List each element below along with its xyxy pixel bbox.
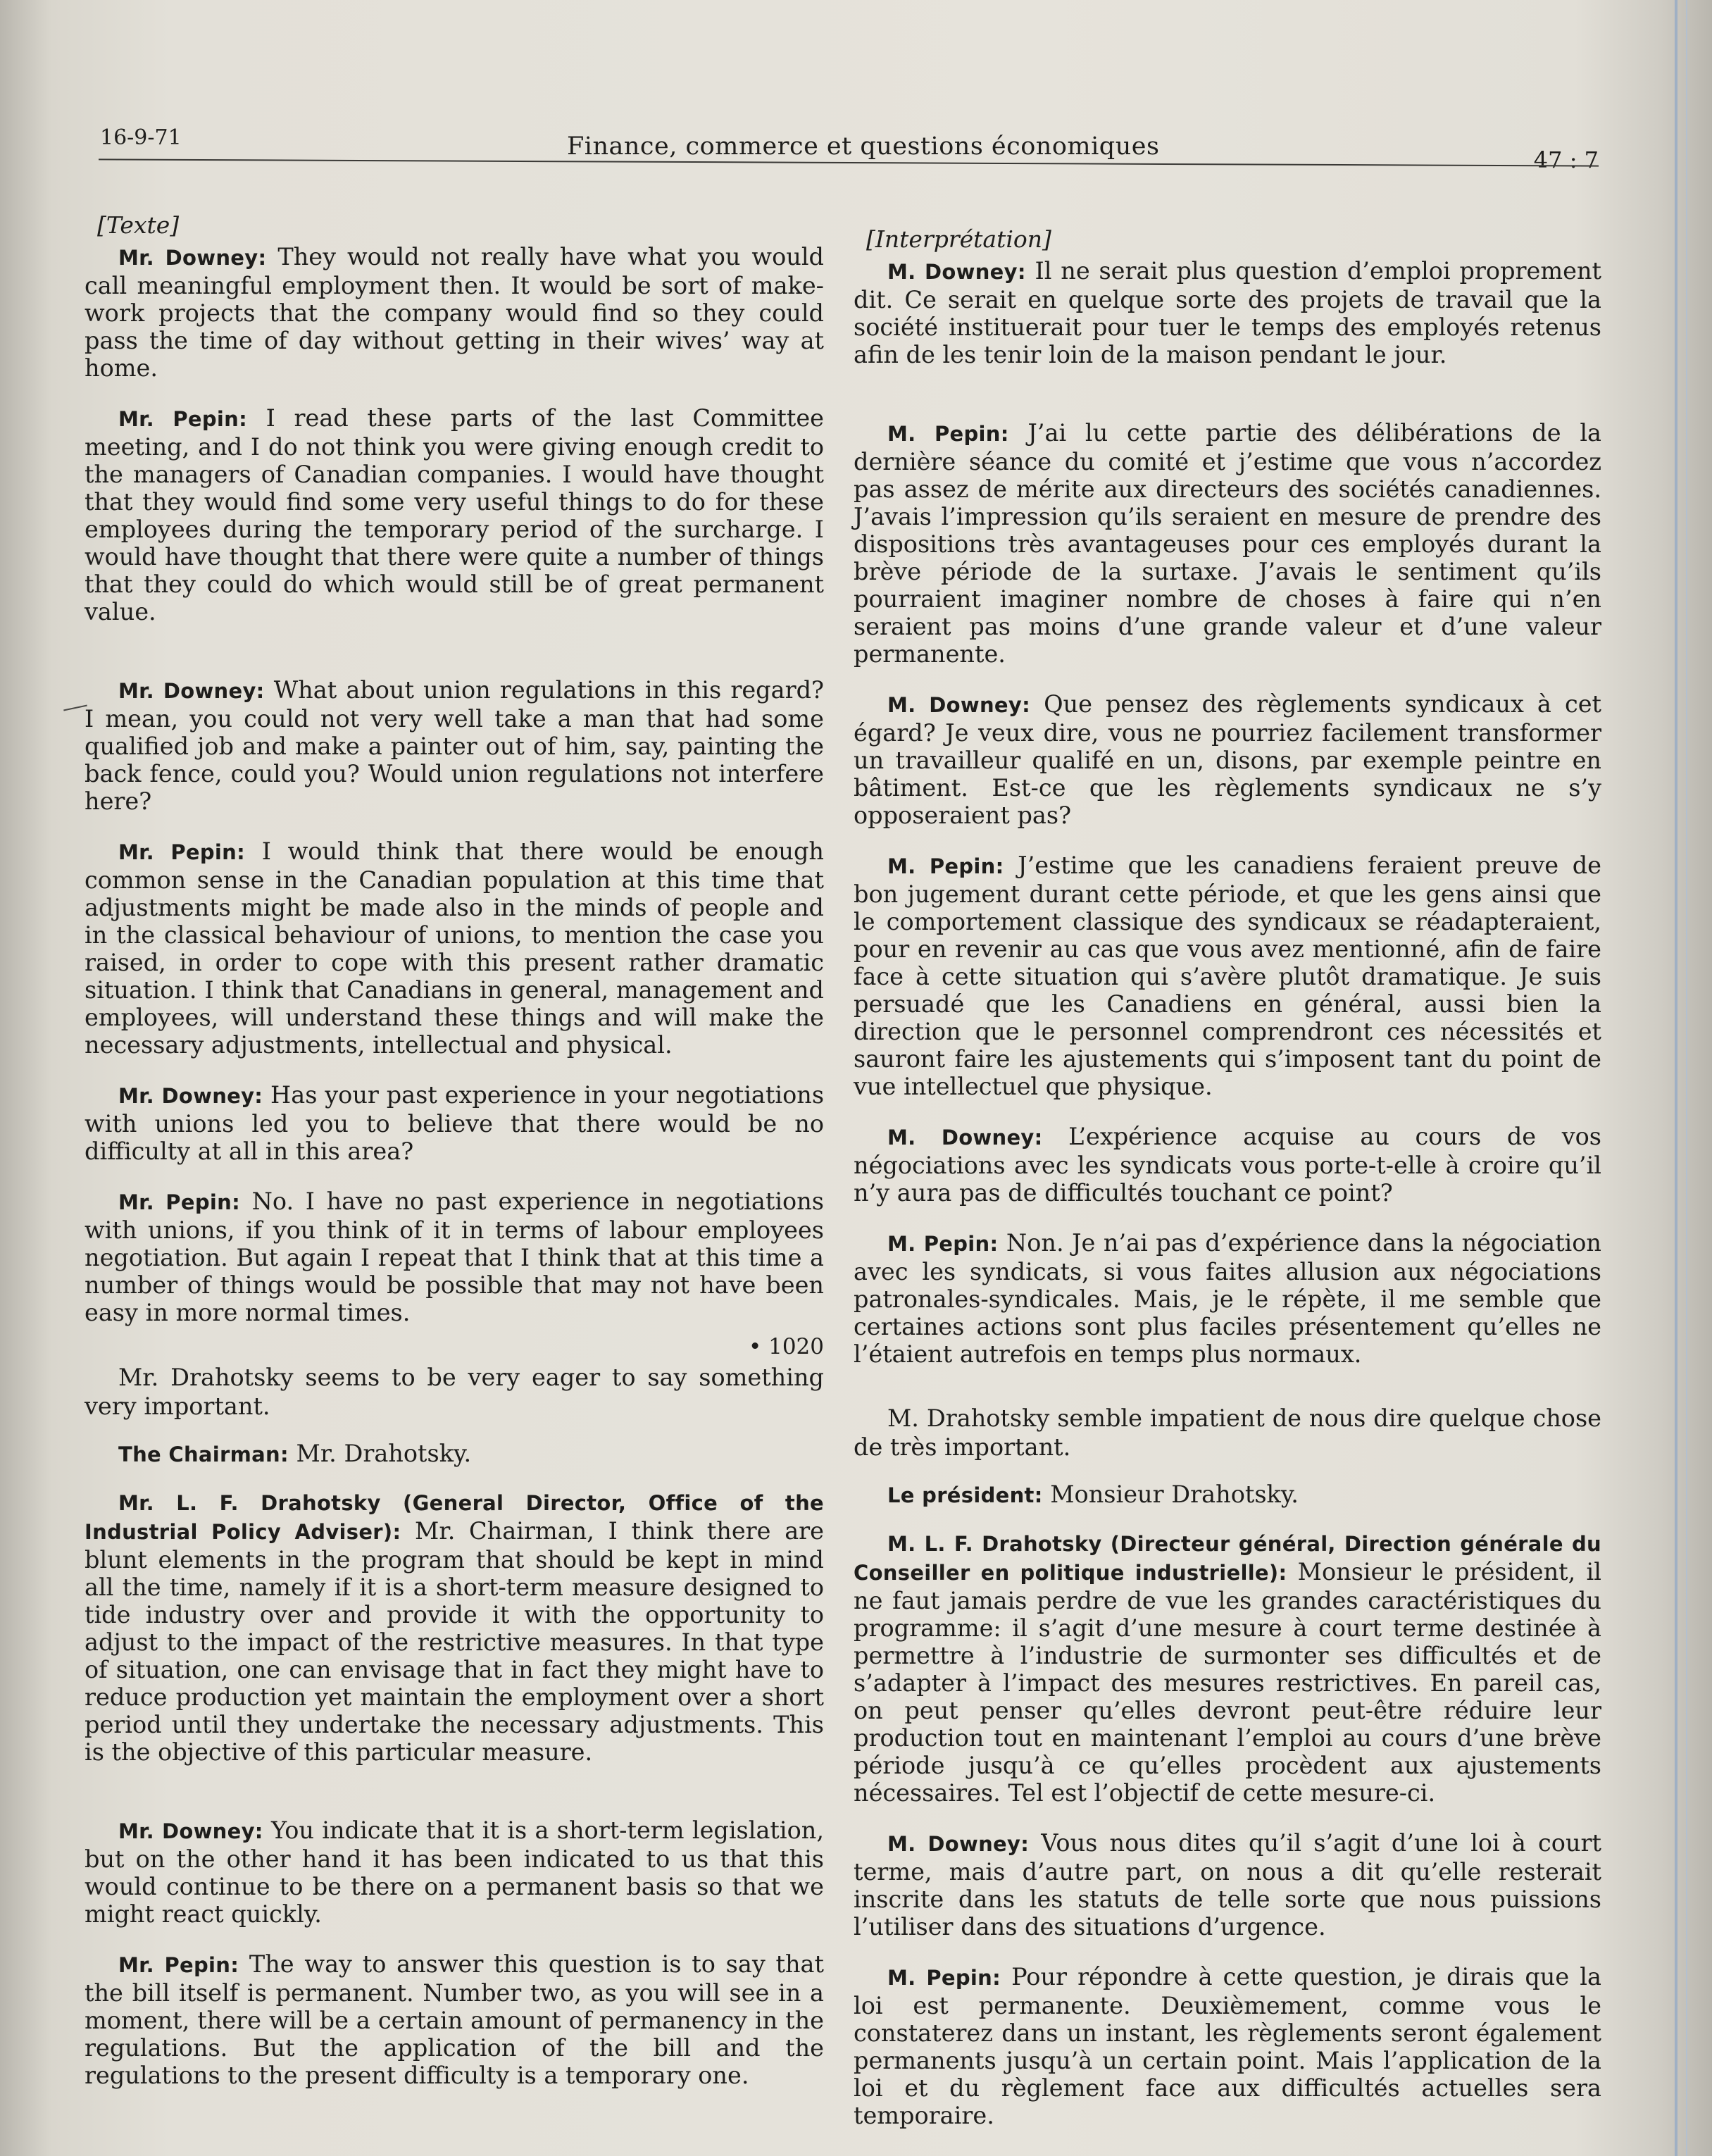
binding-edge-inner [1686, 0, 1687, 2156]
speech-text: Que pensez des règlements syndicaux à cet égard? Je veux dire, vous ne pourriez facilement transformer un travailleur qualifé en un, disons, par exemple peintre en bâtiment. Est-ce que les règlements syndicaux ne s’y opposeraient pas? [854, 690, 1601, 829]
page-number: 47 : 7 [1533, 147, 1599, 173]
header-title: Finance, commerce et questions économiques [567, 132, 1160, 161]
speaker-name: Mr. Downey: [118, 246, 267, 270]
speech-text: Non. Je n’ai pas d’expérience dans la négociation avec les syndicats, si vous faites allusion aux négociations patronales-syndicales. Mais, je le répète, il me semble que certaines actions sont plus faciles présentement qu’elles ne l’étaient autrefois en temps plus normaux. [854, 1229, 1601, 1368]
time-marker: • 1020 [748, 1334, 824, 1359]
speaker-name: Mr. Pepin: [118, 407, 247, 431]
french-column [854, 225, 1601, 2129]
speaker-name: M. Downey: [887, 260, 1026, 284]
paragraph [85, 1081, 824, 1165]
speaker-name: Mr. Pepin: [118, 1190, 240, 1214]
speech-text: You indicate that it is a short-term legislation, but on the other hand it has been indicated to us that this would continue to be there on a permanent basis so that we might react quickly. [85, 1817, 825, 1928]
speaker-name: M. Pepin: [887, 1232, 999, 1256]
speech-text: I read these parts of the last Committee meeting, and I do not think you were giving enough credit to the managers of Canadian companies. I would have thought that they would find some very useful things to do for these employees during the temporary period of the surcharge. I would have thought that there were quite a number of things that they could do which would still be of great permanent value. [85, 404, 824, 625]
binding-edge [1675, 0, 1677, 2156]
speech-text: Mr. Drahotsky. [288, 1440, 472, 1467]
speaker-name: Le président: [887, 1483, 1043, 1507]
paragraph [854, 1481, 1601, 1509]
speaker-name: M. Pepin: [887, 854, 1004, 878]
paragraph [85, 1364, 824, 1420]
header-date: 16-9-71 [100, 125, 182, 150]
speech-text: Monsieur Drahotsky. [1042, 1481, 1299, 1508]
speaker-name: Mr. Downey: [118, 1819, 263, 1843]
english-column [85, 211, 824, 2089]
speech-text: Vous nous dites qu’il s’agit d’une loi à court terme, mais d’autre part, on nous a dit qu’elle resterait inscrite dans les statuts de telle sorte que nous puissions l’utiliser dans des situations d’urgence. [854, 1829, 1601, 1940]
paragraph [854, 852, 1601, 1100]
paragraph [854, 1404, 1601, 1461]
page-header [99, 118, 1599, 173]
paragraph [854, 419, 1601, 668]
speech-text: No. I have no past experience in negotiations with unions, if you think of it in terms of labour employees negotiation. But again I repeat that I think that at this time a number of things would be possible that may not have been easy in more normal times. [85, 1188, 824, 1326]
speaker-name: Mr. Pepin: [118, 1953, 239, 1977]
speech-text: They would not really have what you would call meaningful employment then. It would be sort of make-work projects that the company would find so they could pass the time of day without getting in their wives’ way at home. [85, 243, 824, 382]
speaker-name: M. Pepin: [887, 422, 1009, 446]
speaker-name: M. Downey: [887, 1126, 1043, 1149]
speech-text: What about union regulations in this regard? I mean, you could not very well take a man that had some qualified job and make a painter out of him, say, painting the back fence, could you? Would union regulations not interfere here? [85, 676, 824, 815]
speech-text: J’estime que les canadiens feraient preuve de bon jugement durant cette période, et que les gens ainsi que le comportement classique des syndicaux se réadapteraient, pour en revenir au cas que vous avez mentionné, afin de faire face à cette situation qui s’avère plutôt dramatique. Je suis persuadé que les Canadiens en général, aussi bien la direction que le personnel comprendront ces nécessités et sauront faire les ajustements qui s’imposent tant du point de vue intellectuel que physique. [854, 852, 1601, 1100]
paragraph [85, 1188, 824, 1326]
paragraph [85, 1950, 824, 2089]
speech-text: The way to answer this question is to say that the bill itself is permanent. Number two, as you will see in a moment, there will be a certain amount of permanency in the regulations. But the application of the bill and the regulations to the present difficulty is a temporary one. [85, 1950, 824, 2089]
speaker-name: Mr. L. F. Drahotsky (General Director, Office of the Industrial Policy Adviser): [85, 1491, 824, 1544]
speaker-name: Mr. Downey: [118, 679, 265, 703]
paragraph [85, 404, 824, 625]
speaker-name: The Chairman: [118, 1442, 289, 1466]
paragraph [854, 690, 1601, 829]
paragraph [85, 1817, 824, 1928]
speech-text: Mr. Drahotsky seems to be very eager to say something very important. [85, 1364, 824, 1420]
speaker-name: M. Downey: [887, 693, 1030, 717]
paragraph [854, 1963, 1601, 2129]
paragraph [854, 1123, 1601, 1207]
paragraph [854, 257, 1601, 368]
speaker-name: Mr. Pepin: [118, 840, 246, 864]
speaker-name: M. Downey: [887, 1832, 1030, 1856]
paragraph [85, 1488, 824, 1766]
paragraph [85, 1440, 824, 1469]
speaker-name: M. Pepin: [887, 1966, 1001, 1990]
speech-text: Pour répondre à cette question, je dirais que la loi est permanente. Deuxièmement, comme vous le constaterez dans un instant, les règlements seront également permanents jusqu’à un certain point. Mais l’application de la loi et du règlement face aux difficultés actuelles sera temporaire. [854, 1963, 1601, 2129]
speech-text: Monsieur le président, il ne faut jamais perdre de vue les grandes caractéristiques du programme: il s’agit d’une mesure à court terme destinée à permettre à l’industrie de surmonter ses difficultés et de s’adapter à l’impact des mesures restrictives. En pareil cas, on peut penser qu’elles devront peut-être réduire leur production tout en maintenant l’emploi au cours d’une brève période jusqu’à ce qu’elles procèdent aux ajustements nécessaires. Tel est l’objectif de cette mesure-ci. [854, 1558, 1601, 1807]
paragraph [854, 1829, 1601, 1940]
speech-text: M. Drahotsky semble impatient de nous dire quelque chose de très important. [854, 1404, 1601, 1461]
column-label: [Interprétation] [866, 225, 1051, 253]
margin-pencil-mark [63, 704, 87, 711]
paragraph [85, 837, 824, 1059]
column-label: [Texte] [97, 211, 180, 239]
speech-text: J’ai lu cette partie des délibérations de la dernière séance du comité et j’estime que vous n’accordez pas assez de mérite aux directeurs des sociétés canadiennes. J’avais l’impression qu’ils seraient en mesure de prendre des dispositions très avantageuses pour ces employés durant la brève période de la surtaxe. J’avais le sentiment qu’ils pourraient imaginer nombre de choses à faire qui n’en seraient pas moins d’une grande valeur et d’une valeur permanente. [854, 419, 1602, 668]
paragraph [854, 1529, 1601, 1807]
paragraph [854, 1229, 1601, 1368]
speech-text: Il ne serait plus question d’emploi proprement dit. Ce serait en quelque sorte des projets de travail que la société instituerait pour tuer le temps des employés retenus afin de les tenir loin de la maison pendant le jour. [854, 257, 1602, 368]
speech-text: Has your past experience in your negotiations with unions led you to believe that there would be no difficulty at all in this area? [85, 1081, 825, 1165]
paragraph [85, 243, 824, 382]
speech-text: Mr. Chairman, I think there are blunt elements in the program that should be kept in mind all the time, namely if it is a short-term measure designed to tide industry over and provide it with the opportunity to adjust to the impact of the restrictive measures. In that type of situation, one can envisage that in fact they might have to reduce production yet maintain the employment over a short period until they undertake the necessary adjustments. This is the objective of this particular measure. [85, 1517, 825, 1766]
speaker-name: Mr. Downey: [118, 1084, 263, 1108]
speech-text: I would think that there would be enough common sense in the Canadian population at this time that adjustments might be made also in the minds of people and in the classical behaviour of unions, to mention the case you raised, in order to cope with this present rather dramatic situation. I think that Canadians in general, management and employees, will understand these things and will make the necessary adjustments, intellectual and physical. [85, 837, 824, 1059]
speaker-name: M. L. F. Drahotsky (Directeur général, Direction générale du Conseiller en politique industrielle): [854, 1532, 1601, 1585]
speech-text: L’expérience acquise au cours de vos négociations avec les syndicats vous porte-t-elle à croire qu’il n’y aura pas de difficultés touchant ce point? [854, 1123, 1601, 1207]
paragraph [85, 676, 824, 815]
